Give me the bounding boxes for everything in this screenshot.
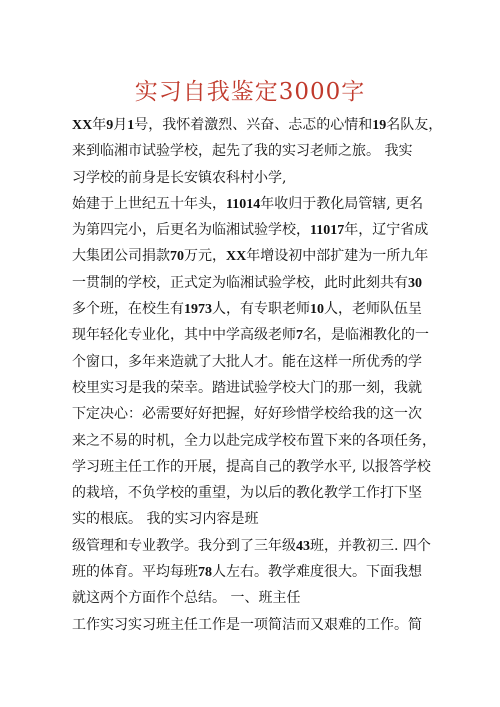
body-line: 始建于上世纪五十年头，11014年收归于教化局管辖, 更名 [72, 195, 424, 212]
body-line: 大集团公司捐款70万元，XX年增设初中部扩建为一所九年 [72, 248, 429, 265]
body-line: 多个班，在校生有1973人，有专职老师10人，老师队伍呈 [72, 301, 422, 318]
document-body [72, 112, 443, 638]
body-line: 为第四完小，后更名为临湘试验学校，11017年，辽宁省成 [72, 222, 429, 239]
body-line: 习学校的前身是长安镇农科村小学, [72, 169, 287, 186]
body-line: 下定决心：必需要好好把握，好好珍惜学校给我的这一次 [72, 406, 422, 423]
body-line: 个窗口，多年来造就了大批人才。能在这样一所优秀的学 [72, 353, 422, 370]
body-line: 级管理和专业教学。我分到了三年级43班，并教初三. 四个 [72, 537, 431, 554]
body-line: 现年轻化专业化，其中中学高级老师7名，是临湘教化的一 [72, 327, 429, 344]
body-line: 工作实习实习班主任工作是一项简洁而又艰难的工作。简 [72, 616, 422, 633]
body-line: 实的根底。 我的实习内容是班 [72, 511, 259, 528]
body-line: 来到临湘市试验学校，起先了我的实习老师之旅。 我实 [72, 143, 413, 160]
body-line: 班的体育。平均每班78人左右。教学难度很大。下面我想 [72, 564, 422, 581]
body-line: XX年9月1号，我怀着激烈、兴奋、忐忑的心情和19名队友， [72, 117, 443, 133]
body-line: 的栽培，不负学校的重望，为以后的教化教学工作打下坚 [72, 485, 422, 502]
document-title: 实习自我鉴定3000字 [134, 79, 366, 105]
body-line: 一贯制的学校，正式定为临湘试验学校，此时此刻共有30 [72, 274, 422, 291]
body-line: 学习班主任工作的开展，提高自己的教学水平, 以报答学校 [72, 458, 431, 475]
body-line: 来之不易的时机，全力以赴完成学校布置下来的各项任务， [72, 432, 436, 449]
body-line: 校里实习是我的荣幸。踏进试验学校大门的那一刻，我就 [72, 379, 422, 396]
body-line: 就这两个方面作个总结。 一、班主任 [72, 590, 301, 607]
